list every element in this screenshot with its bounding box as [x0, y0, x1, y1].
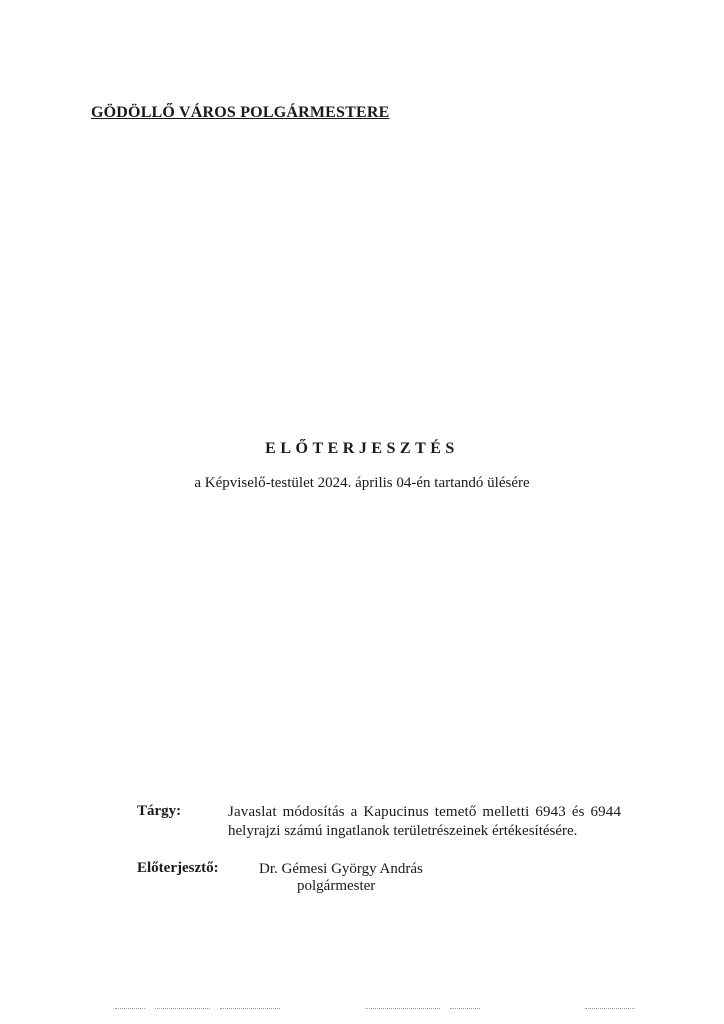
issuer-heading: GÖDÖLLŐ VÁROS POLGÁRMESTERE: [91, 104, 390, 121]
subject-label: Tárgy:: [137, 803, 182, 819]
document-title: ELŐTERJESZTÉS: [265, 440, 459, 457]
subject-text-line-1: Javaslat módosítás a Kapucinus temető melletti 6943 és 6944: [228, 804, 622, 820]
footer-dotted-rule: [115, 1008, 635, 1012]
presenter-role: polgármester: [297, 878, 376, 894]
presenter-label: Előterjesztő:: [137, 860, 219, 876]
document-subtitle: a Képviselő-testület 2024. április 04-én tartandó ülésére: [194, 475, 530, 491]
subject-text-line-2: helyrajzi számú ingatlanok területrészeinek értékesítésére.: [228, 823, 578, 839]
presenter-name: Dr. Gémesi György András: [259, 861, 423, 877]
